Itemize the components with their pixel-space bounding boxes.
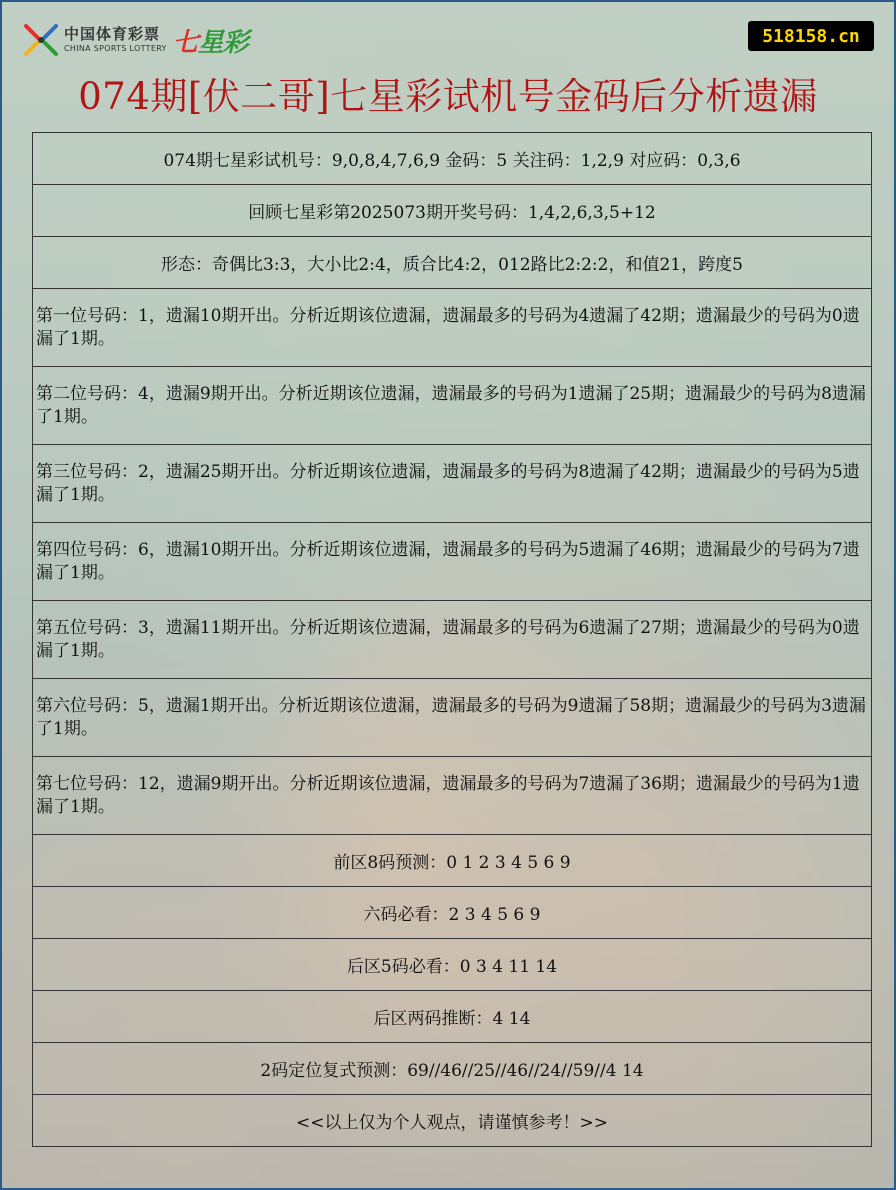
back-2-cell: 后区两码推断：4 14 bbox=[33, 991, 872, 1043]
pattern-cell: 形态：奇偶比3:3，大小比2:4，质合比4:2，012路比2:2:2，和值21，跨度5 bbox=[33, 237, 872, 289]
lottery-logo-icon bbox=[22, 22, 60, 58]
position-1-cell: 第一位号码：1，遗漏10期开出。分析近期该位遗漏，遗漏最多的号码为4遗漏了42期；遗漏最少的号码为0遗漏了1期。 bbox=[33, 289, 872, 367]
table-row bbox=[33, 133, 872, 185]
review-draw-cell: 回顾七星彩第2025073期开奖号码：1,4,2,6,3,5+12 bbox=[33, 185, 872, 237]
table-row bbox=[33, 757, 872, 835]
position-5-cell: 第五位号码：3，遗漏11期开出。分析近期该位遗漏，遗漏最多的号码为6遗漏了27期；遗漏最少的号码为0遗漏了1期。 bbox=[33, 601, 872, 679]
table-row bbox=[33, 185, 872, 237]
china-sports-lottery-logo bbox=[22, 22, 248, 58]
table-row bbox=[33, 523, 872, 601]
position-2-cell: 第二位号码：4，遗漏9期开出。分析近期该位遗漏，遗漏最多的号码为1遗漏了25期；遗漏最少的号码为8遗漏了1期。 bbox=[33, 367, 872, 445]
analysis-table bbox=[32, 132, 872, 1147]
table-row bbox=[33, 679, 872, 757]
six-code-cell: 六码必看：2 3 4 5 6 9 bbox=[33, 887, 872, 939]
table-row bbox=[33, 991, 872, 1043]
table-row bbox=[33, 289, 872, 367]
logo-en-text: CHINA SPORTS LOTTERY bbox=[64, 44, 167, 53]
table-row bbox=[33, 237, 872, 289]
table-row bbox=[33, 1095, 872, 1147]
position-7-cell: 第七位号码：12，遗漏9期开出。分析近期该位遗漏，遗漏最多的号码为7遗漏了36期；遗漏最少的号码为1遗漏了1期。 bbox=[33, 757, 872, 835]
position-3-cell: 第三位号码：2，遗漏25期开出。分析近期该位遗漏，遗漏最多的号码为8遗漏了42期；遗漏最少的号码为5遗漏了1期。 bbox=[33, 445, 872, 523]
trial-number-cell: 074期七星彩试机号：9,0,8,4,7,6,9 金码：5 关注码：1,2,9 对应码：0,3,6 bbox=[33, 133, 872, 185]
table-row bbox=[33, 445, 872, 523]
position-4-cell: 第四位号码：6，遗漏10期开出。分析近期该位遗漏，遗漏最多的号码为5遗漏了46期；遗漏最少的号码为7遗漏了1期。 bbox=[33, 523, 872, 601]
qixingcai-logo-a: 七 bbox=[172, 27, 198, 58]
table-row bbox=[33, 367, 872, 445]
logo-cn-text: 中国体育彩票 bbox=[64, 25, 161, 43]
qixingcai-logo-b: 星彩 bbox=[197, 27, 248, 58]
back-5-cell: 后区5码必看：0 3 4 11 14 bbox=[33, 939, 872, 991]
qixingcai-logo bbox=[173, 22, 248, 59]
table-row bbox=[33, 1043, 872, 1095]
page-title: 074期[伏二哥]七星彩试机号金码后分析遗漏 bbox=[78, 75, 818, 118]
disclaimer-cell: <<以上仅为个人观点，请谨慎参考！>> bbox=[33, 1095, 872, 1147]
dingwei-prediction-cell: 2码定位复式预测：69//46//25//46//24//59//4 14 bbox=[33, 1043, 872, 1095]
front-8-prediction-cell: 前区8码预测：0 1 2 3 4 5 6 9 bbox=[33, 835, 872, 887]
position-6-cell: 第六位号码：5，遗漏1期开出。分析近期该位遗漏，遗漏最多的号码为9遗漏了58期；遗漏最少的号码为3遗漏了1期。 bbox=[33, 679, 872, 757]
site-badge[interactable]: 518158.cn bbox=[748, 21, 874, 51]
table-row bbox=[33, 601, 872, 679]
table-row bbox=[33, 835, 872, 887]
header bbox=[2, 2, 894, 132]
table-row bbox=[33, 887, 872, 939]
table-row bbox=[33, 939, 872, 991]
